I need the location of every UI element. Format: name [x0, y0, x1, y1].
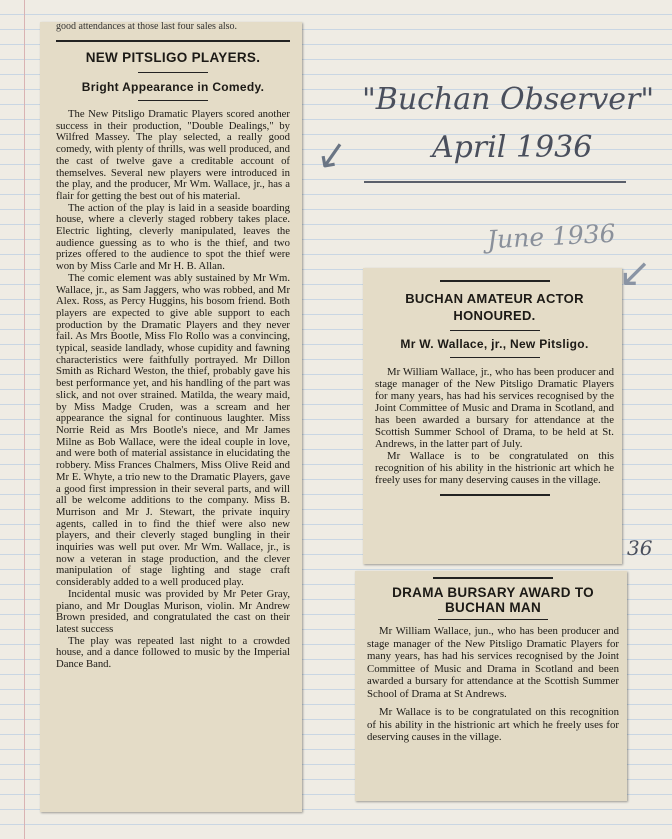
clipping-subhead: Mr W. Wallace, jr., New Pitsligo.	[400, 337, 589, 351]
clipping-headline: BUCHAN AMATEUR ACTOR HONOURED.	[405, 291, 584, 323]
handwritten-margin-note: 36	[627, 536, 653, 560]
short-rule	[138, 72, 208, 73]
article-paragraph: The New Pitsligo Dramatic Players scored another success in their production, "Double Dealings," by Wilfred Massey. The play selected, a really good comedy, with plenty of thrills, was well produced, and the cast of twelve gave a creditable account of themselves. Several new players were introduced in the play, and the producer, Mr Wm. Wallace, jr., has a flair for getting the best out of his material.	[56, 108, 290, 202]
handwritten-date-june: June 1936	[486, 218, 617, 255]
article-body	[367, 625, 619, 744]
short-rule	[438, 619, 548, 620]
headline-rule	[433, 577, 553, 579]
clipping-headline: DRAMA BURSARY AWARD TO BUCHAN MAN	[392, 585, 594, 615]
article-paragraph: The action of the play is laid in a seaside boarding house, where a cleverly staged robbery takes place. Electric lighting, cleverly manipulated, leaves the audience guessing as to who is the thief, and two prizes offered to the audience to spot the thief were won by Miss Carle and Mr H. B. Allan.	[56, 201, 290, 273]
article-paragraph: Mr William Wallace, jr., who has been producer and stage manager of the New Pitsligo Dramatic Players for many years, has had his services recognised by the Joint Committee of Music and Drama in Scotland, and has been awarded a bursary for attendance at the Scottish Summer School of Drama, to be held at St. Andrews, in the latter part of July.	[375, 366, 614, 450]
article-paragraph: The comic element was ably sustained by Mr Wm. Wallace, jr., as Sam Jaggers, who was robbed, and Mr Alex. Ross, as Percy Huggins, his bosom friend. Both players are expected to give able support to each production by the Dramatic Players and they never fail. As Mrs Bootle, Miss Flo Rollo was a convincing, typical, seaside landlady, whose cupidity and fawning characteristics were faithfully portrayed. Mr Dillon Smith as Richard Weston, the thief, probably gave his best performance yet, and his handling of the part was slick, and not over strained. Matilda, the weary maid, by Miss Madge Cruden, was a scream and her appearance the signal for continuous laughter. Miss Norrie Reid as Mrs Bootle's niece, and Mr James Milne as Bob Wallace, were the ideal couple in love, and were both of material assistance in elucidating the robbery. Miss Frances Chalmers, Miss Olive Reid and Mr E. Whyte, a trio new to the Dramatic Players, gave a good first impression in their several parts, and will all be welcome additions to the company. Miss B. Murrison and Mr J. Stewart, the private inquiry agents, called in to find the thief were also new players, and their cleverly staged bungling in their inquiries was well put over. Mr Wm. Wallace, jr., is now a veteran in stage production, and the clever manipulation of stage lighting and stage craft considerably added to a well produced play.	[56, 271, 290, 589]
headline-rule	[440, 280, 550, 282]
pencil-arrow-left-icon: ↙	[312, 129, 352, 179]
article-paragraph: Mr Wallace is to be congratulated on this recognition of his ability in the histrionic art which he freely uses for deserving causes in the village.	[367, 706, 619, 743]
clipping-subhead: Bright Appearance in Comedy.	[81, 80, 265, 94]
headline-rule	[56, 40, 290, 42]
clipping-drama-bursary-award	[355, 571, 627, 801]
clipping-new-pitsligo-players	[40, 22, 302, 812]
article-paragraph: Mr Wallace is to be congratulated on this recognition of his ability in the histrionic art which he freely uses for many deserving causes in the village.	[375, 450, 614, 486]
article-body	[56, 109, 290, 671]
footer-rule	[440, 494, 550, 496]
clipping-buchan-amateur-actor	[363, 268, 622, 564]
article-paragraph: The play was repeated last night to a crowded house, and a dance followed to music by the Imperial Dance Band.	[56, 634, 290, 671]
short-rule	[450, 357, 540, 358]
handwritten-date-april: April 1936	[432, 130, 593, 165]
page-margin-line	[24, 0, 25, 839]
short-rule	[450, 330, 540, 331]
handwritten-source: "Buchan Observer"	[362, 82, 655, 117]
clipping-top-fragment: good attendances at those last four sales also.	[56, 22, 238, 32]
article-paragraph: Incidental music was provided by Mr Peter Gray, piano, and Mr Douglas Murison, violin. Mr Andrew Brown presided, and congratulated the cast on their latest success	[56, 587, 290, 635]
handwritten-underline	[364, 181, 626, 183]
short-rule	[138, 100, 208, 101]
article-body	[375, 366, 614, 486]
article-paragraph: Mr William Wallace, jun., who has been producer and stage manager of the New Pitsligo Dramatic Players for many years, has had his services recognised by the Joint Committee of Music and Drama in Scotland and been awarded a bursary for attendance at the Scottish Summer School of Drama at St Andrews.	[367, 625, 619, 700]
clipping-headline: NEW PITSLIGO PLAYERS.	[85, 50, 261, 65]
pencil-arrow-down-icon: ↙	[618, 250, 652, 296]
